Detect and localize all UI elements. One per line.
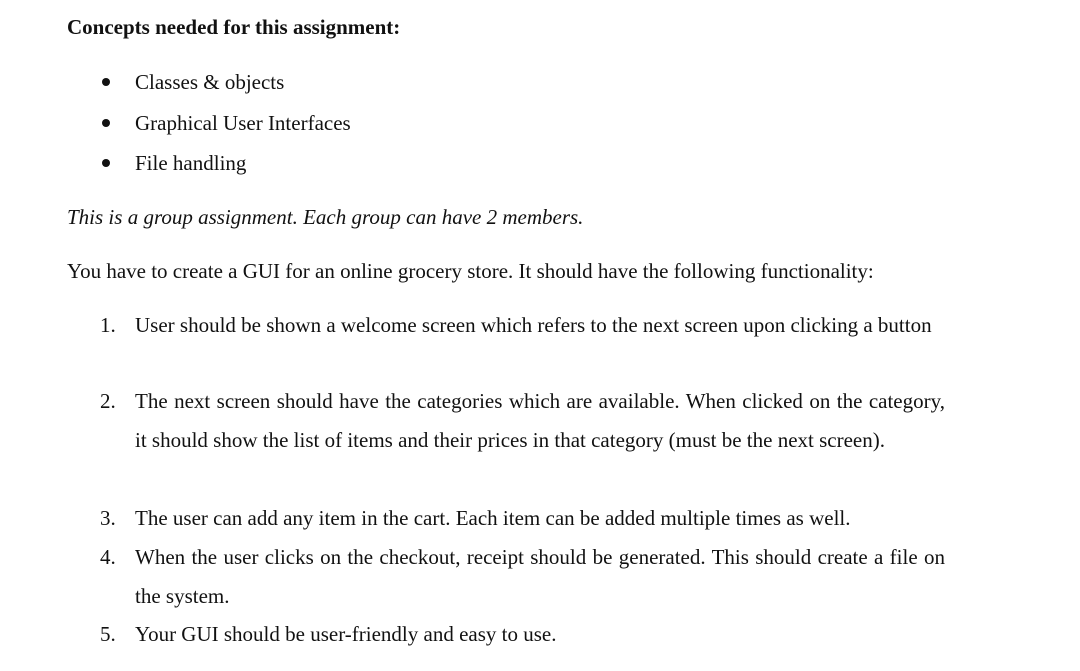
concept-label: Classes & objects xyxy=(135,70,285,94)
item-number: 1. xyxy=(100,313,116,337)
item-number: 2. xyxy=(100,389,116,413)
requirement-text: The next screen should have the categories which are available. When clicked on the category, it should show the list of items and their prices in that category (must be the next screen). xyxy=(135,389,945,452)
bullet-icon xyxy=(102,119,110,127)
concept-label: Graphical User Interfaces xyxy=(135,111,351,135)
item-number: 5. xyxy=(100,622,116,646)
intro-paragraph: You have to create a GUI for an online grocery store. It should have the following functionality: xyxy=(67,259,874,283)
concept-label: File handling xyxy=(135,151,247,175)
bullet-icon xyxy=(102,159,110,167)
concepts-heading: Concepts needed for this assignment: xyxy=(67,15,401,39)
requirement-text: Your GUI should be user-friendly and easy to use. xyxy=(135,622,557,646)
requirement-text: The user can add any item in the cart. Each item can be added multiple times as well. xyxy=(135,506,851,530)
requirement-text: When the user clicks on the checkout, receipt should be generated. This should create a file on the system. xyxy=(135,545,945,608)
item-number: 4. xyxy=(100,545,116,569)
group-note: This is a group assignment. Each group can have 2 members. xyxy=(67,205,584,229)
requirement-text: User should be shown a welcome screen which refers to the next screen upon clicking a button xyxy=(135,313,932,337)
bullet-icon xyxy=(102,78,110,86)
item-number: 3. xyxy=(100,506,116,530)
